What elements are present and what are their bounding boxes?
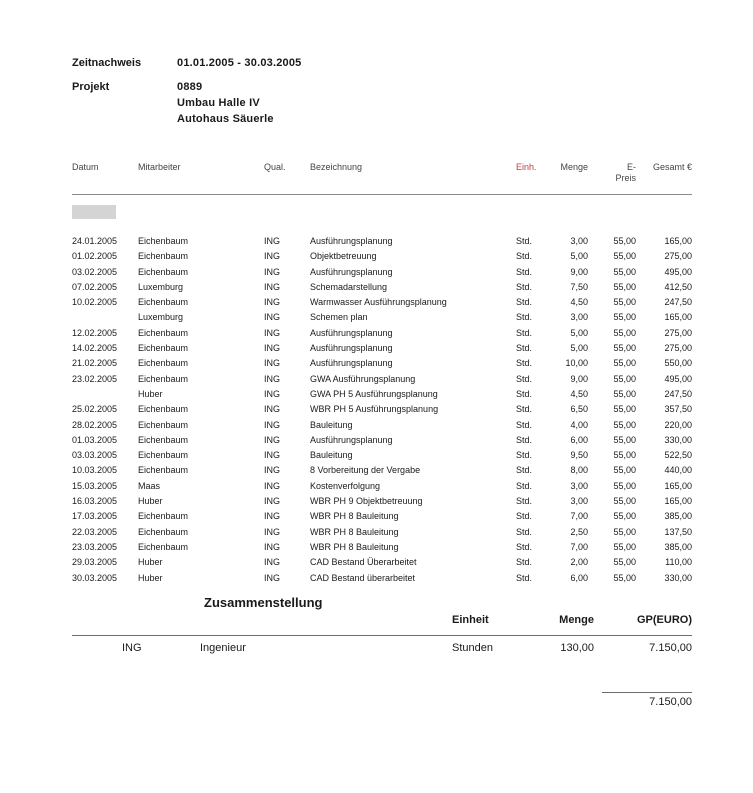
- cell-menge: 5,00: [570, 327, 588, 338]
- cell-qual: ING: [264, 404, 281, 415]
- cell-gesamt: 165,00: [664, 496, 692, 507]
- cell-gesamt: 110,00: [665, 557, 692, 568]
- column-header-epreis-line1: E-: [627, 162, 636, 172]
- cell-menge: 3,00: [570, 236, 588, 246]
- cell-menge: 5,00: [570, 251, 588, 262]
- cell-datum: 24.01.2005: [72, 236, 118, 246]
- cell-gesamt: 385,00: [664, 511, 692, 522]
- table-row: [72, 419, 692, 434]
- cell-datum: 12.02.2005: [72, 327, 118, 338]
- cell-bezeichnung: CAD Bestand überarbeitet: [310, 572, 416, 583]
- summary-header-gp: GP(EURO): [637, 613, 692, 626]
- cell-bezeichnung: WBR PH 8 Bauleitung: [310, 511, 399, 522]
- cell-mitarbeiter: Eichenbaum: [138, 511, 189, 522]
- cell-gesamt: 412,50: [664, 281, 692, 292]
- cell-einheit: Std.: [516, 327, 533, 338]
- summary-total: [72, 692, 692, 718]
- cell-qual: ING: [264, 266, 281, 277]
- cell-gesamt: 220,00: [664, 419, 692, 430]
- cell-bezeichnung: Warmwasser Ausführungsplanung: [310, 297, 447, 308]
- cell-bezeichnung: Schemadarstellung: [310, 281, 388, 292]
- cell-mitarbeiter: Huber: [138, 496, 163, 507]
- cell-gesamt: 330,00: [664, 434, 692, 445]
- cell-bezeichnung: Ausführungsplanung: [310, 343, 393, 354]
- column-header-qual: Qual.: [264, 162, 286, 172]
- header-row-zeitnachweis: [72, 55, 692, 71]
- cell-mitarbeiter: Huber: [138, 388, 163, 399]
- label-projekt: Projekt: [72, 81, 110, 93]
- cell-mitarbeiter: Eichenbaum: [138, 236, 189, 246]
- cell-mitarbeiter: Eichenbaum: [138, 251, 189, 262]
- cell-menge: 3,00: [570, 496, 588, 507]
- label-zeitnachweis: Zeitnachweis: [72, 57, 142, 69]
- cell-einheit: Std.: [516, 266, 533, 277]
- cell-einheit: Std.: [516, 358, 533, 369]
- table-row: [72, 434, 692, 449]
- cell-gesamt: 165,00: [664, 236, 692, 246]
- cell-mitarbeiter: Luxemburg: [138, 281, 184, 292]
- cell-epreis: 55,00: [613, 557, 636, 568]
- cell-menge: 9,00: [570, 373, 588, 384]
- time-entries-table: [72, 235, 692, 587]
- summary-header-menge: Menge: [559, 613, 594, 626]
- summary-column-headers: [72, 614, 692, 634]
- cell-qual: ING: [264, 434, 281, 445]
- table-row: [72, 357, 692, 372]
- summary-rows: [72, 642, 692, 664]
- cell-bezeichnung: WBR PH 8 Bauleitung: [310, 526, 399, 537]
- cell-bezeichnung: Bauleitung: [310, 419, 353, 430]
- cell-mitarbeiter: Eichenbaum: [138, 526, 189, 537]
- header-divider: [72, 194, 692, 195]
- column-header-bezeichnung: Bezeichnung: [310, 162, 363, 172]
- cell-gesamt: 357,50: [664, 404, 692, 415]
- cell-mitarbeiter: Eichenbaum: [138, 465, 189, 476]
- table-row: [72, 311, 692, 326]
- cell-einheit: Std.: [516, 511, 533, 522]
- total-divider: [602, 692, 692, 693]
- cell-datum: 01.03.2005: [72, 434, 118, 445]
- header-row-projekt: [72, 79, 692, 127]
- cell-gesamt: 495,00: [664, 266, 692, 277]
- cell-menge: 3,00: [570, 480, 588, 491]
- cell-qual: ING: [264, 251, 281, 262]
- table-row: [72, 464, 692, 479]
- cell-menge: 9,00: [570, 266, 588, 277]
- cell-menge: 3,00: [570, 312, 588, 323]
- cell-qual: ING: [264, 297, 281, 308]
- cell-datum: 17.03.2005: [72, 511, 118, 522]
- cell-epreis: 55,00: [613, 572, 636, 583]
- cell-menge: 4,50: [570, 297, 588, 308]
- cell-gesamt: 275,00: [664, 343, 692, 354]
- summary-cell-menge: 130,00: [560, 641, 594, 654]
- cell-gesamt: 275,00: [664, 327, 692, 338]
- cell-mitarbeiter: Huber: [138, 557, 163, 568]
- cell-einheit: Std.: [516, 557, 533, 568]
- table-row: [72, 327, 692, 342]
- cell-epreis: 55,00: [613, 358, 636, 369]
- summary-title: Zusammenstellung: [204, 594, 323, 610]
- cell-datum: 22.03.2005: [72, 526, 118, 537]
- cell-qual: ING: [264, 236, 281, 246]
- summary-cell-name: Ingenieur: [200, 641, 246, 654]
- cell-menge: 6,00: [570, 434, 588, 445]
- table-row: [72, 556, 692, 571]
- cell-epreis: 55,00: [613, 236, 636, 246]
- column-header-menge: Menge: [560, 162, 588, 172]
- cell-einheit: Std.: [516, 526, 533, 537]
- cell-gesamt: 330,00: [664, 572, 692, 583]
- cell-bezeichnung: Schemen plan: [310, 312, 368, 323]
- cell-epreis: 55,00: [613, 266, 636, 277]
- cell-epreis: 55,00: [613, 373, 636, 384]
- cell-bezeichnung: Ausführungsplanung: [310, 266, 393, 277]
- cell-mitarbeiter: Huber: [138, 572, 163, 583]
- cell-epreis: 55,00: [613, 388, 636, 399]
- cell-epreis: 55,00: [613, 297, 636, 308]
- table-row: [72, 480, 692, 495]
- cell-qual: ING: [264, 312, 281, 323]
- cell-menge: 7,00: [570, 511, 588, 522]
- table-row: [72, 342, 692, 357]
- cell-mitarbeiter: Eichenbaum: [138, 266, 189, 277]
- cell-mitarbeiter: Luxemburg: [138, 312, 184, 323]
- cell-bezeichnung: GWA PH 5 Ausführungsplanung: [310, 388, 438, 399]
- cell-bezeichnung: CAD Bestand Überarbeitet: [310, 557, 417, 568]
- table-row: [72, 495, 692, 510]
- cell-datum: 10.03.2005: [72, 465, 118, 476]
- value-zeitnachweis-range: 01.01.2005 - 30.03.2005: [177, 57, 302, 69]
- cell-einheit: Std.: [516, 496, 533, 507]
- cell-mitarbeiter: Eichenbaum: [138, 419, 189, 430]
- cell-epreis: 55,00: [613, 450, 636, 461]
- cell-epreis: 55,00: [613, 434, 636, 445]
- cell-epreis: 55,00: [613, 526, 636, 537]
- cell-bezeichnung: WBR PH 8 Bauleitung: [310, 541, 399, 552]
- cell-einheit: Std.: [516, 281, 533, 292]
- cell-mitarbeiter: Eichenbaum: [138, 373, 189, 384]
- cell-epreis: 55,00: [613, 251, 636, 262]
- cell-einheit: Std.: [516, 465, 533, 476]
- cell-datum: 03.03.2005: [72, 450, 118, 461]
- cell-epreis: 55,00: [613, 327, 636, 338]
- column-header-mitarbeiter: Mitarbeiter: [138, 162, 181, 172]
- value-projekt-name: Umbau Halle IV: [177, 97, 260, 109]
- cell-epreis: 55,00: [613, 511, 636, 522]
- cell-qual: ING: [264, 496, 281, 507]
- summary-cell-code: ING: [122, 641, 142, 654]
- table-column-headers: [72, 162, 692, 192]
- summary-divider: [72, 635, 692, 636]
- value-projekt-nummer: 0889: [177, 81, 203, 93]
- table-row: [72, 296, 692, 311]
- cell-gesamt: 247,50: [664, 388, 692, 399]
- group-placeholder-block: [72, 205, 116, 219]
- cell-epreis: 55,00: [613, 404, 636, 415]
- cell-einheit: Std.: [516, 480, 533, 491]
- column-header-einheit: Einh.: [516, 162, 537, 172]
- table-row: [72, 403, 692, 418]
- cell-einheit: Std.: [516, 236, 533, 246]
- cell-bezeichnung: Ausführungsplanung: [310, 358, 393, 369]
- cell-menge: 9,50: [570, 450, 588, 461]
- cell-mitarbeiter: Eichenbaum: [138, 434, 189, 445]
- cell-qual: ING: [264, 572, 281, 583]
- cell-datum: 23.02.2005: [72, 373, 118, 384]
- cell-datum: 30.03.2005: [72, 572, 118, 583]
- cell-epreis: 55,00: [613, 343, 636, 354]
- table-row: [72, 373, 692, 388]
- cell-bezeichnung: Kostenverfolgung: [310, 480, 381, 491]
- cell-datum: 14.02.2005: [72, 343, 118, 354]
- cell-qual: ING: [264, 541, 281, 552]
- column-header-epreis: [600, 162, 636, 184]
- cell-einheit: Std.: [516, 404, 533, 415]
- cell-einheit: Std.: [516, 388, 533, 399]
- cell-einheit: Std.: [516, 541, 533, 552]
- cell-menge: 2,00: [570, 557, 588, 568]
- cell-einheit: Std.: [516, 343, 533, 354]
- cell-gesamt: 247,50: [664, 297, 692, 308]
- summary-row: [72, 642, 692, 664]
- cell-gesamt: 165,00: [664, 312, 692, 323]
- table-row: [72, 510, 692, 525]
- cell-epreis: 55,00: [613, 465, 636, 476]
- cell-epreis: 55,00: [613, 419, 636, 430]
- column-header-datum: Datum: [72, 162, 99, 172]
- report-sheet: [72, 55, 692, 718]
- cell-gesamt: 137,50: [664, 526, 692, 537]
- cell-qual: ING: [264, 281, 281, 292]
- cell-gesamt: 385,00: [664, 541, 692, 552]
- cell-mitarbeiter: Maas: [138, 480, 161, 491]
- cell-einheit: Std.: [516, 572, 533, 583]
- report-header: [72, 55, 692, 127]
- cell-menge: 7,50: [570, 281, 588, 292]
- cell-qual: ING: [264, 450, 281, 461]
- summary-cell-gp: 7.150,00: [649, 641, 692, 654]
- cell-qual: ING: [264, 526, 281, 537]
- cell-mitarbeiter: Eichenbaum: [138, 358, 189, 369]
- cell-epreis: 55,00: [613, 496, 636, 507]
- summary-cell-einheit: Stunden: [452, 641, 493, 654]
- cell-qual: ING: [264, 358, 281, 369]
- cell-datum: 21.02.2005: [72, 358, 118, 369]
- cell-datum: 23.03.2005: [72, 541, 118, 552]
- value-projekt-kunde: Autohaus Säuerle: [177, 113, 274, 125]
- cell-epreis: 55,00: [613, 480, 636, 491]
- table-row: [72, 266, 692, 281]
- cell-einheit: Std.: [516, 419, 533, 430]
- cell-gesamt: 522,50: [664, 450, 692, 461]
- cell-bezeichnung: GWA Ausführungsplanung: [310, 373, 416, 384]
- cell-datum: 10.02.2005: [72, 297, 118, 308]
- cell-qual: ING: [264, 465, 281, 476]
- cell-qual: ING: [264, 343, 281, 354]
- table-row: [72, 250, 692, 265]
- cell-menge: 7,00: [570, 541, 588, 552]
- cell-mitarbeiter: Eichenbaum: [138, 343, 189, 354]
- cell-bezeichnung: WBR PH 9 Objektbetreuung: [310, 496, 423, 507]
- cell-bezeichnung: 8 Vorbereitung der Vergabe: [310, 465, 421, 476]
- cell-gesamt: 495,00: [664, 373, 692, 384]
- cell-einheit: Std.: [516, 434, 533, 445]
- cell-einheit: Std.: [516, 373, 533, 384]
- cell-qual: ING: [264, 511, 281, 522]
- column-header-epreis-line2: Preis: [615, 173, 636, 183]
- table-row: [72, 572, 692, 587]
- cell-menge: 5,00: [570, 343, 588, 354]
- cell-bezeichnung: Bauleitung: [310, 450, 353, 461]
- cell-datum: 03.02.2005: [72, 266, 118, 277]
- cell-einheit: Std.: [516, 251, 533, 262]
- cell-bezeichnung: Ausführungsplanung: [310, 434, 393, 445]
- cell-bezeichnung: Ausführungsplanung: [310, 327, 393, 338]
- table-row: [72, 449, 692, 464]
- cell-einheit: Std.: [516, 297, 533, 308]
- projekt-value-block: [177, 79, 274, 127]
- cell-datum: 29.03.2005: [72, 557, 118, 568]
- cell-gesamt: 275,00: [664, 251, 692, 262]
- cell-mitarbeiter: Eichenbaum: [138, 541, 189, 552]
- cell-gesamt: 550,00: [664, 358, 692, 369]
- cell-epreis: 55,00: [613, 281, 636, 292]
- cell-qual: ING: [264, 419, 281, 430]
- cell-datum: 16.03.2005: [72, 496, 118, 507]
- cell-datum: 01.02.2005: [72, 251, 118, 262]
- cell-qual: ING: [264, 480, 281, 491]
- cell-datum: 28.02.2005: [72, 419, 118, 430]
- cell-gesamt: 165,00: [664, 480, 692, 491]
- cell-gesamt: 440,00: [664, 465, 692, 476]
- table-row: [72, 541, 692, 556]
- cell-bezeichnung: Ausführungsplanung: [310, 236, 393, 246]
- cell-mitarbeiter: Eichenbaum: [138, 404, 189, 415]
- cell-bezeichnung: Objektbetreuung: [310, 251, 377, 262]
- cell-qual: ING: [264, 388, 281, 399]
- cell-qual: ING: [264, 373, 281, 384]
- cell-qual: ING: [264, 327, 281, 338]
- cell-mitarbeiter: Eichenbaum: [138, 297, 189, 308]
- table-row: [72, 388, 692, 403]
- cell-menge: 6,50: [570, 404, 588, 415]
- cell-mitarbeiter: Eichenbaum: [138, 327, 189, 338]
- cell-menge: 10,00: [565, 358, 588, 369]
- cell-bezeichnung: WBR PH 5 Ausführungsplanung: [310, 404, 439, 415]
- cell-menge: 8,00: [570, 465, 588, 476]
- cell-epreis: 55,00: [613, 541, 636, 552]
- cell-datum: 07.02.2005: [72, 281, 118, 292]
- cell-epreis: 55,00: [613, 312, 636, 323]
- cell-datum: 25.02.2005: [72, 404, 118, 415]
- total-value: 7.150,00: [649, 695, 692, 708]
- column-header-gesamt: Gesamt €: [652, 162, 692, 172]
- cell-menge: 4,50: [570, 388, 588, 399]
- cell-einheit: Std.: [516, 312, 533, 323]
- cell-qual: ING: [264, 557, 281, 568]
- cell-einheit: Std.: [516, 450, 533, 461]
- cell-menge: 6,00: [570, 572, 588, 583]
- table-row: [72, 526, 692, 541]
- cell-mitarbeiter: Eichenbaum: [138, 450, 189, 461]
- table-row: [72, 235, 692, 250]
- cell-menge: 4,00: [570, 419, 588, 430]
- cell-datum: 15.03.2005: [72, 480, 118, 491]
- cell-menge: 2,50: [570, 526, 588, 537]
- summary-header-einheit: Einheit: [452, 613, 489, 626]
- table-row: [72, 281, 692, 296]
